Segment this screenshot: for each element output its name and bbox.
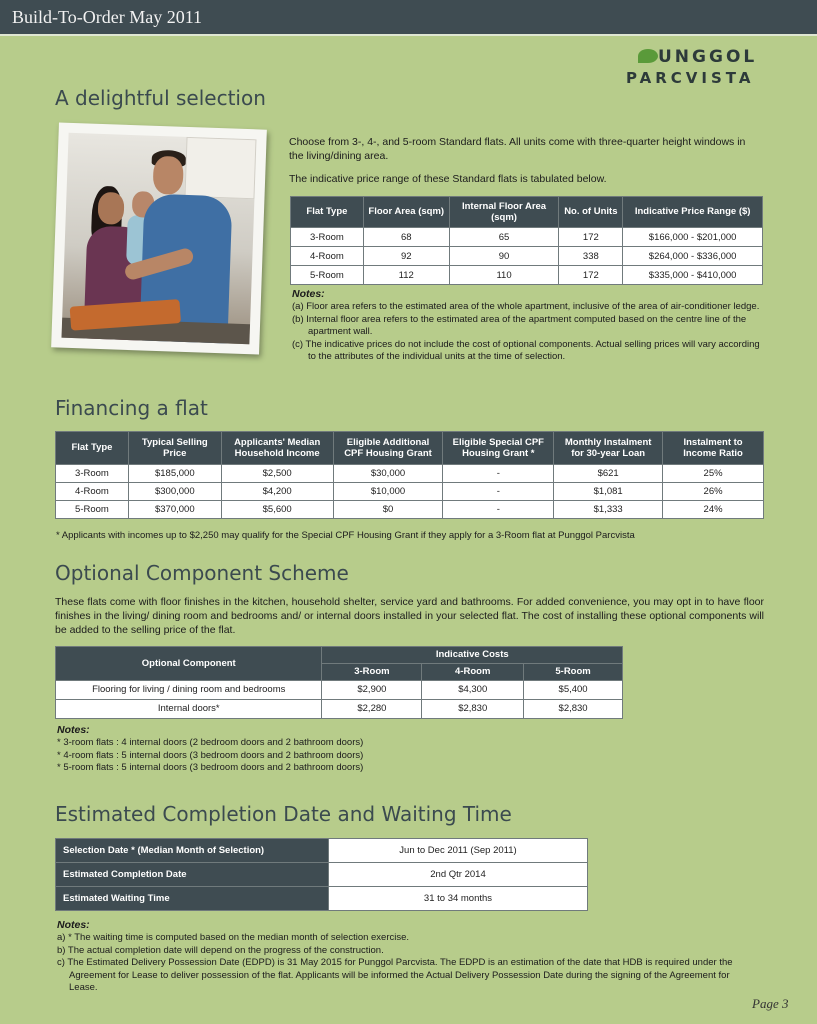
table-row [291,266,763,285]
table-cell: $2,830 [524,699,623,718]
section-title-selection: A delightful selection [55,86,266,110]
completion-table [55,838,588,911]
table-row [56,680,623,699]
note-item: * 3-room flats : 4 internal doors (2 bedroom doors and 2 bathroom doors) [57,737,364,748]
table-cell: 26% [663,483,764,501]
table-cell: 5-Room [291,266,364,285]
table-cell: 90 [449,247,559,266]
col-header: 5-Room [524,664,623,681]
table-cell: 172 [559,228,623,247]
table-cell: $185,000 [128,465,221,483]
document-title: Build-To-Order May 2011 [12,7,203,27]
header-bar [0,0,817,36]
col-header: Indicative Price Range ($) [623,197,763,228]
financing-footnote: * Applicants with incomes up to $2,250 may qualify for the Special CPF Housing Grant if they apply for a 3-Room flat at Punggol Parcvista [56,530,635,541]
table-cell: 338 [559,247,623,266]
note-item: a) * The waiting time is computed based on the median month of selection exercise. [57,932,410,943]
table-cell: $5,600 [221,501,333,519]
financing-table [55,431,764,519]
col-group-header: Indicative Costs [322,647,623,664]
table-cell: 2nd Qtr 2014 [329,863,588,887]
table-cell: $5,400 [524,680,623,699]
note-item: * 4-room flats : 5 internal doors (3 bedroom doors and 2 bathroom doors) [57,749,364,761]
note-item: c) The Estimated Delivery Possession Date (EDPD) is 31 May 2015 for Punggol Parcvista. The EDPD is an estimation of the date that HDB is required under the Agreement for Lease to deliver possession of the flat. Applicants will be informed the Actual Delivery Possession Date during the signing of the Agreement for Lease. [57,957,733,993]
table-cell: Flooring for living / dining room and bedrooms [56,680,322,699]
optional-description: These flats come with floor finishes in the kitchen, household shelter, service yard and bathrooms. For added convenience, you may opt in to have floor finishes in the living/ dining room and bedrooms and/ or internal doors installed in your selected flat. The cost of installing these optional components will be added to the selling price of the flat. [55,596,764,636]
table-cell: 4-Room [291,247,364,266]
punggol-parcvista-logo [624,47,774,91]
table-cell: $2,900 [322,680,422,699]
table-cell: 25% [663,465,764,483]
row-label: Estimated Waiting Time [56,887,329,911]
table-cell: $621 [554,465,663,483]
table-cell: $300,000 [128,483,221,501]
table-row [56,699,623,718]
col-header: Eligible Special CPF Housing Grant * [443,432,554,465]
col-header: 3-Room [322,664,422,681]
table-cell: 5-Room [56,501,129,519]
row-label: Estimated Completion Date [56,863,329,887]
table-cell: Jun to Dec 2011 (Sep 2011) [329,839,588,863]
col-header: Instalment to Income Ratio [663,432,764,465]
table-cell: 3-Room [56,465,129,483]
table-cell: $166,000 - $201,000 [623,228,763,247]
table-cell: $2,280 [322,699,422,718]
table-cell: $335,000 - $410,000 [623,266,763,285]
leaf-icon [638,49,658,63]
col-header: Internal Floor Area (sqm) [449,197,559,228]
table-row [56,863,588,887]
table-cell: 3-Room [291,228,364,247]
table-cell: 68 [363,228,449,247]
table-row [291,228,763,247]
section-title-completion: Estimated Completion Date and Waiting Time [55,802,512,826]
col-header: No. of Units [559,197,623,228]
completion-notes [57,918,757,995]
table-cell: $264,000 - $336,000 [623,247,763,266]
table-cell: $2,500 [221,465,333,483]
note-item: (b) Internal floor area refers to the estimated area of the apartment computed based on the centre line of the apartment wall. [292,313,747,337]
section-title-optional: Optional Component Scheme [55,561,349,585]
section-title-financing: Financing a flat [55,396,208,420]
note-item: b) The actual completion date will depend on the progress of the construction. [57,944,384,956]
table-cell: Internal doors* [56,699,322,718]
col-header: Applicants' Median Household Income [221,432,333,465]
note-item: * 5-room flats : 5 internal doors (3 bedroom doors and 2 bathroom doors) [57,762,364,773]
notes-title: Notes: [292,288,325,300]
notes-title: Notes: [57,919,90,931]
table-cell: $1,081 [554,483,663,501]
table-cell: $30,000 [333,465,443,483]
table-cell: 110 [449,266,559,285]
table-row [56,483,764,501]
table-cell: $0 [333,501,443,519]
col-header: Typical Selling Price [128,432,221,465]
col-header: Eligible Additional CPF Housing Grant [333,432,443,465]
col-header: Optional Component [56,647,322,681]
col-header: Flat Type [56,432,129,465]
table-row [291,247,763,266]
note-item: (c) The indicative prices do not include the cost of optional components. Actual selling prices will vary according to the attributes of the individual units at the time of selection. [292,338,760,362]
table-cell: $4,300 [422,680,524,699]
col-header: Floor Area (sqm) [363,197,449,228]
table-row [56,887,588,911]
table-cell: - [443,483,554,501]
table-cell: 4-Room [56,483,129,501]
optional-component-table [55,646,623,719]
notes-title: Notes: [57,724,90,736]
table-cell: $2,830 [422,699,524,718]
family-photo [51,122,267,354]
table-cell: 172 [559,266,623,285]
table-cell: 24% [663,501,764,519]
table-cell: 112 [363,266,449,285]
table-row [56,465,764,483]
logo-line-2: PARCVISTA [626,69,755,87]
table-row [56,501,764,519]
table-cell: $370,000 [128,501,221,519]
table-cell: 92 [363,247,449,266]
col-header: Flat Type [291,197,364,228]
row-label: Selection Date * (Median Month of Selection) [56,839,329,863]
table-cell: 65 [449,228,559,247]
col-header: 4-Room [422,664,524,681]
selection-notes [292,287,762,364]
table-cell: $4,200 [221,483,333,501]
selection-intro: Choose from 3-, 4-, and 5-room Standard flats. All units come with three-quarter height windows in the living/dining area. [289,136,746,162]
col-header: Monthly Instalment for 30-year Loan [554,432,663,465]
table-cell: $1,333 [554,501,663,519]
table-cell: - [443,465,554,483]
table-cell: - [443,501,554,519]
table-cell: $10,000 [333,483,443,501]
table-cell: 31 to 34 months [329,887,588,911]
page-number: Page 3 [752,996,789,1011]
logo-line-1: UNGGOL [658,47,758,67]
note-item: (a) Floor area refers to the estimated area of the whole apartment, inclusive of the area of air-conditioner ledge. [292,301,760,312]
selection-price-intro: The indicative price range of these Standard flats is tabulated below. [289,173,607,185]
flat-price-table [290,196,763,285]
table-row [56,839,588,863]
optional-notes [57,723,617,775]
